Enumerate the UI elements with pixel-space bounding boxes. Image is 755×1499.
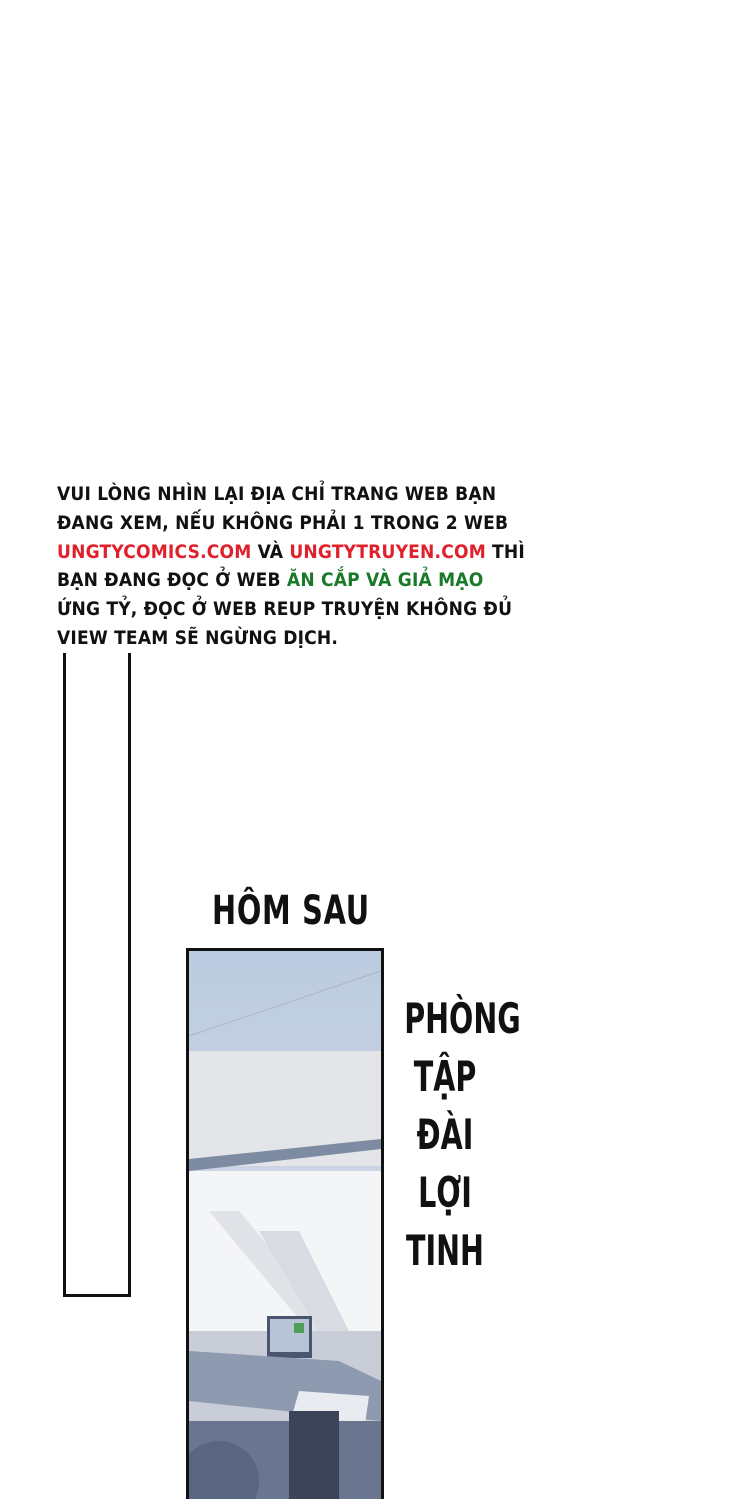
notice-text: BẠN ĐANG ĐỌC Ở WEB (57, 569, 287, 592)
location-word: PHÒNG (404, 994, 521, 1043)
notice-line: ỨNG TỶ, ĐỌC Ở WEB REUP TRUYỆN KHÔNG ĐỦ (57, 595, 527, 624)
location-word: TINH (406, 1226, 484, 1275)
site-link-ungtytruyen[interactable]: UNGTYTRUYEN.COM (289, 540, 486, 563)
notice-line (57, 566, 527, 595)
location-word: LỢI (418, 1168, 472, 1217)
location-word: ĐÀI (416, 1110, 474, 1159)
studio-illustration (189, 951, 381, 1499)
location-caption (385, 990, 521, 1280)
site-link-ungtycomics[interactable]: UNGTYCOMICS.COM (57, 540, 252, 563)
location-word: TẬP (413, 1052, 477, 1101)
notice-line: ĐANG XEM, NẾU KHÔNG PHẢI 1 TRONG 2 WEB (57, 509, 527, 538)
notice-line: VIEW TEAM SẼ NGỪNG DỊCH. (57, 624, 527, 653)
warning-text: ĂN CẮP VÀ GIẢ MẠO (286, 569, 484, 592)
notice-line: VUI LÒNG NHÌN LẠI ĐỊA CHỈ TRANG WEB BẠN (57, 480, 527, 509)
notice-line (57, 538, 527, 567)
notice-text: THÌ (485, 540, 525, 563)
notice-text: VÀ (251, 540, 290, 563)
studio-illustration-panel (186, 948, 384, 1499)
time-caption: HÔM SAU (212, 888, 370, 934)
reupload-notice (57, 480, 527, 653)
